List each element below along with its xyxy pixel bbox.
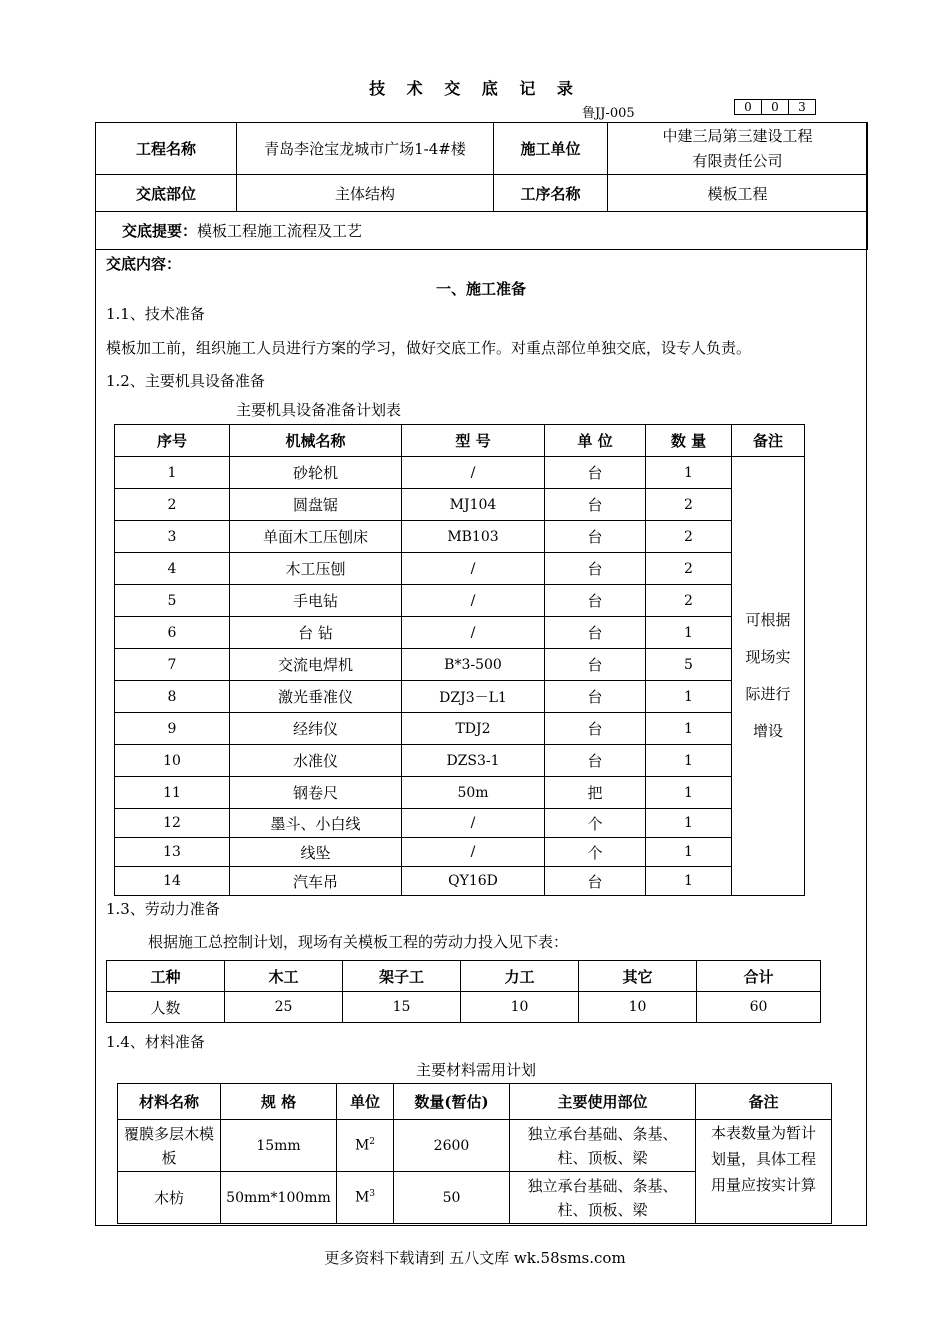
material-header: 主要使用部位 [510,1084,696,1120]
equipment-cell: 2 [646,521,732,553]
equipment-cell: 1 [646,838,732,867]
equipment-cell: MJ104 [402,489,545,521]
material-cell: 15mm [221,1120,337,1172]
equipment-cell: 8 [115,681,230,713]
document-number-box [734,99,816,115]
equipment-cell: 台 [545,457,646,489]
equipment-cell: 13 [115,838,230,867]
project-name: 青岛李沧宝龙城市广场1-4#楼 [237,123,494,175]
equipment-cell: 1 [646,457,732,489]
equipment-cell: 水准仪 [230,745,402,777]
remark-line: 可根据 [745,611,791,629]
labor-cell: 60 [697,992,821,1023]
equipment-cell: 1 [646,867,732,896]
equipment-cell: 7 [115,649,230,681]
material-header: 备注 [696,1084,832,1120]
material-cell [337,1172,394,1224]
material-cell: 50 [394,1172,510,1224]
equipment-caption: 主要机具设备准备计划表 [236,401,402,419]
equipment-cell: 10 [115,745,230,777]
header-table [95,122,868,250]
labor-header: 工种 [107,961,225,992]
subsection-heading: 1.1、技术准备 [106,305,205,323]
equipment-cell: 3 [115,521,230,553]
equipment-cell: 台 [545,713,646,745]
unit-superscript: 3 [369,1189,376,1200]
number-digit: 0 [762,100,789,114]
labor-header: 架子工 [343,961,461,992]
footer-text: 更多资料下载请到 五八文库 wk.58sms.com [324,1249,626,1267]
equipment-cell: 台 [545,585,646,617]
equipment-cell: 14 [115,867,230,896]
equipment-cell: 6 [115,617,230,649]
builder-line: 有限责任公司 [692,151,783,170]
equipment-cell: 50m [402,777,545,809]
labor-header: 其它 [579,961,697,992]
unit-superscript: 2 [369,1137,376,1148]
equipment-cell: 台 [545,553,646,585]
subsection-heading: 1.2、主要机具设备准备 [106,372,265,390]
labor-header: 合计 [697,961,821,992]
builder [608,123,868,175]
equipment-cell: / [402,617,545,649]
document-title: 技 术 交 底 记 录 [369,79,581,98]
equipment-cell: 1 [646,809,732,838]
equipment-header: 单 位 [545,425,646,457]
equipment-remark [732,457,805,896]
equipment-cell: 台 [545,489,646,521]
equipment-cell: MB103 [402,521,545,553]
equipment-cell: 台 [545,681,646,713]
equipment-cell: 激光垂准仪 [230,681,402,713]
equipment-cell: 台 [545,745,646,777]
equipment-cell: 4 [115,553,230,585]
material-cell: 独立承台基础、条基、柱、顶板、梁 [510,1172,696,1224]
equipment-row [115,521,805,553]
equipment-cell: 1 [646,777,732,809]
builder-line: 中建三局第三建设工程 [662,126,813,145]
labor-cell: 人数 [107,992,225,1023]
material-cell: 50mm*100mm [221,1172,337,1224]
labor-cell: 25 [225,992,343,1023]
equipment-row [115,649,805,681]
builder-label: 施工单位 [494,123,608,175]
equipment-cell: 台 [545,649,646,681]
material-caption: 主要材料需用计划 [416,1061,537,1079]
material-header: 单位 [337,1084,394,1120]
labor-header: 木工 [225,961,343,992]
number-digit: 3 [798,100,806,114]
equipment-row [115,745,805,777]
summary-text: 模板工程施工流程及工艺 [197,222,363,240]
equipment-cell: 钢卷尺 [230,777,402,809]
labor-table [106,960,821,1023]
equipment-cell: 把 [545,777,646,809]
material-cell: 独立承台基础、条基、柱、顶板、梁 [510,1120,696,1172]
equipment-cell: DZS3-1 [402,745,545,777]
equipment-cell: 1 [646,681,732,713]
part-value: 主体结构 [237,175,494,212]
equipment-header: 型 号 [402,425,545,457]
equipment-cell: / [402,585,545,617]
equipment-cell: / [402,809,545,838]
material-row [118,1120,832,1172]
summary-cell [96,212,868,250]
equipment-cell: 2 [646,489,732,521]
equipment-cell: DZJ3－L1 [402,681,545,713]
content-label: 交底内容： [106,255,182,273]
equipment-row [115,777,805,809]
equipment-header: 备注 [732,425,805,457]
remark-line: 现场实 [745,648,791,666]
equipment-cell: / [402,553,545,585]
equipment-cell: 2 [646,585,732,617]
unit-text: M [354,1189,370,1206]
process-value: 模板工程 [608,175,868,212]
section-heading: 一、施工准备 [435,280,526,298]
equipment-cell: 交流电焊机 [230,649,402,681]
equipment-cell: 台 [545,867,646,896]
material-header: 规 格 [221,1084,337,1120]
equipment-row [115,713,805,745]
material-cell: 覆膜多层木模板 [118,1120,221,1172]
material-cell: 2600 [394,1120,510,1172]
part-label: 交底部位 [96,175,237,212]
labor-cell: 10 [461,992,579,1023]
document-code: 鲁JJ-005 [582,106,635,121]
equipment-cell: 1 [115,457,230,489]
equipment-cell: B*3-500 [402,649,545,681]
remark-line: 增设 [752,722,783,740]
equipment-cell: 台 [545,617,646,649]
materials-table [117,1083,832,1224]
equipment-cell: 汽车吊 [230,867,402,896]
equipment-cell: 线坠 [230,838,402,867]
equipment-cell: 1 [646,745,732,777]
equipment-row [115,457,805,489]
number-digit: 0 [735,100,762,114]
equipment-cell: 砂轮机 [230,457,402,489]
labor-cell: 10 [579,992,697,1023]
equipment-cell: 2 [115,489,230,521]
equipment-header: 数 量 [646,425,732,457]
equipment-row [115,553,805,585]
equipment-header: 序号 [115,425,230,457]
equipment-header: 机械名称 [230,425,402,457]
equipment-cell: 木工压刨 [230,553,402,585]
material-header: 数量(暂估) [394,1084,510,1120]
equipment-cell: 1 [646,713,732,745]
equipment-cell: 单面木工压刨床 [230,521,402,553]
equipment-row [115,489,805,521]
equipment-cell: 9 [115,713,230,745]
unit-text: M [354,1137,370,1154]
equipment-row [115,838,805,867]
equipment-cell: / [402,838,545,867]
equipment-cell: / [402,457,545,489]
equipment-cell: 5 [115,585,230,617]
material-cell [337,1120,394,1172]
project-name-label: 工程名称 [96,123,237,175]
equipment-cell: 圆盘锯 [230,489,402,521]
subsection-heading: 1.3、劳动力准备 [106,900,220,918]
equipment-cell: 11 [115,777,230,809]
material-cell: 木枋 [118,1172,221,1224]
equipment-cell: 12 [115,809,230,838]
equipment-cell: 经纬仪 [230,713,402,745]
material-remark: 本表数量为暂计划量，具体工程用量应按实计算 [696,1120,832,1224]
labor-cell: 15 [343,992,461,1023]
equipment-cell: QY16D [402,867,545,896]
equipment-cell: 个 [545,838,646,867]
equipment-cell: 5 [646,649,732,681]
subsection-heading: 1.4、材料准备 [106,1033,205,1051]
equipment-cell: 个 [545,809,646,838]
equipment-row [115,617,805,649]
material-header: 材料名称 [118,1084,221,1120]
equipment-cell: 台 [545,521,646,553]
process-label: 工序名称 [494,175,608,212]
paragraph: 根据施工总控制计划，现场有关模板工程的劳动力投入见下表： [148,933,569,951]
equipment-row [115,809,805,838]
equipment-cell: TDJ2 [402,713,545,745]
paragraph: 模板加工前，组织施工人员进行方案的学习，做好交底工作。对重点部位单独交底，设专人负责。 [106,339,752,357]
equipment-cell: 台 钻 [230,617,402,649]
equipment-row [115,867,805,896]
equipment-row [115,585,805,617]
summary-label: 交底提要： [122,222,198,240]
equipment-cell: 1 [646,617,732,649]
equipment-cell: 手电钻 [230,585,402,617]
remark-line: 际进行 [745,685,791,703]
equipment-cell: 2 [646,553,732,585]
equipment-cell: 墨斗、小白线 [230,809,402,838]
equipment-table [114,424,805,896]
equipment-row [115,681,805,713]
labor-header: 力工 [461,961,579,992]
